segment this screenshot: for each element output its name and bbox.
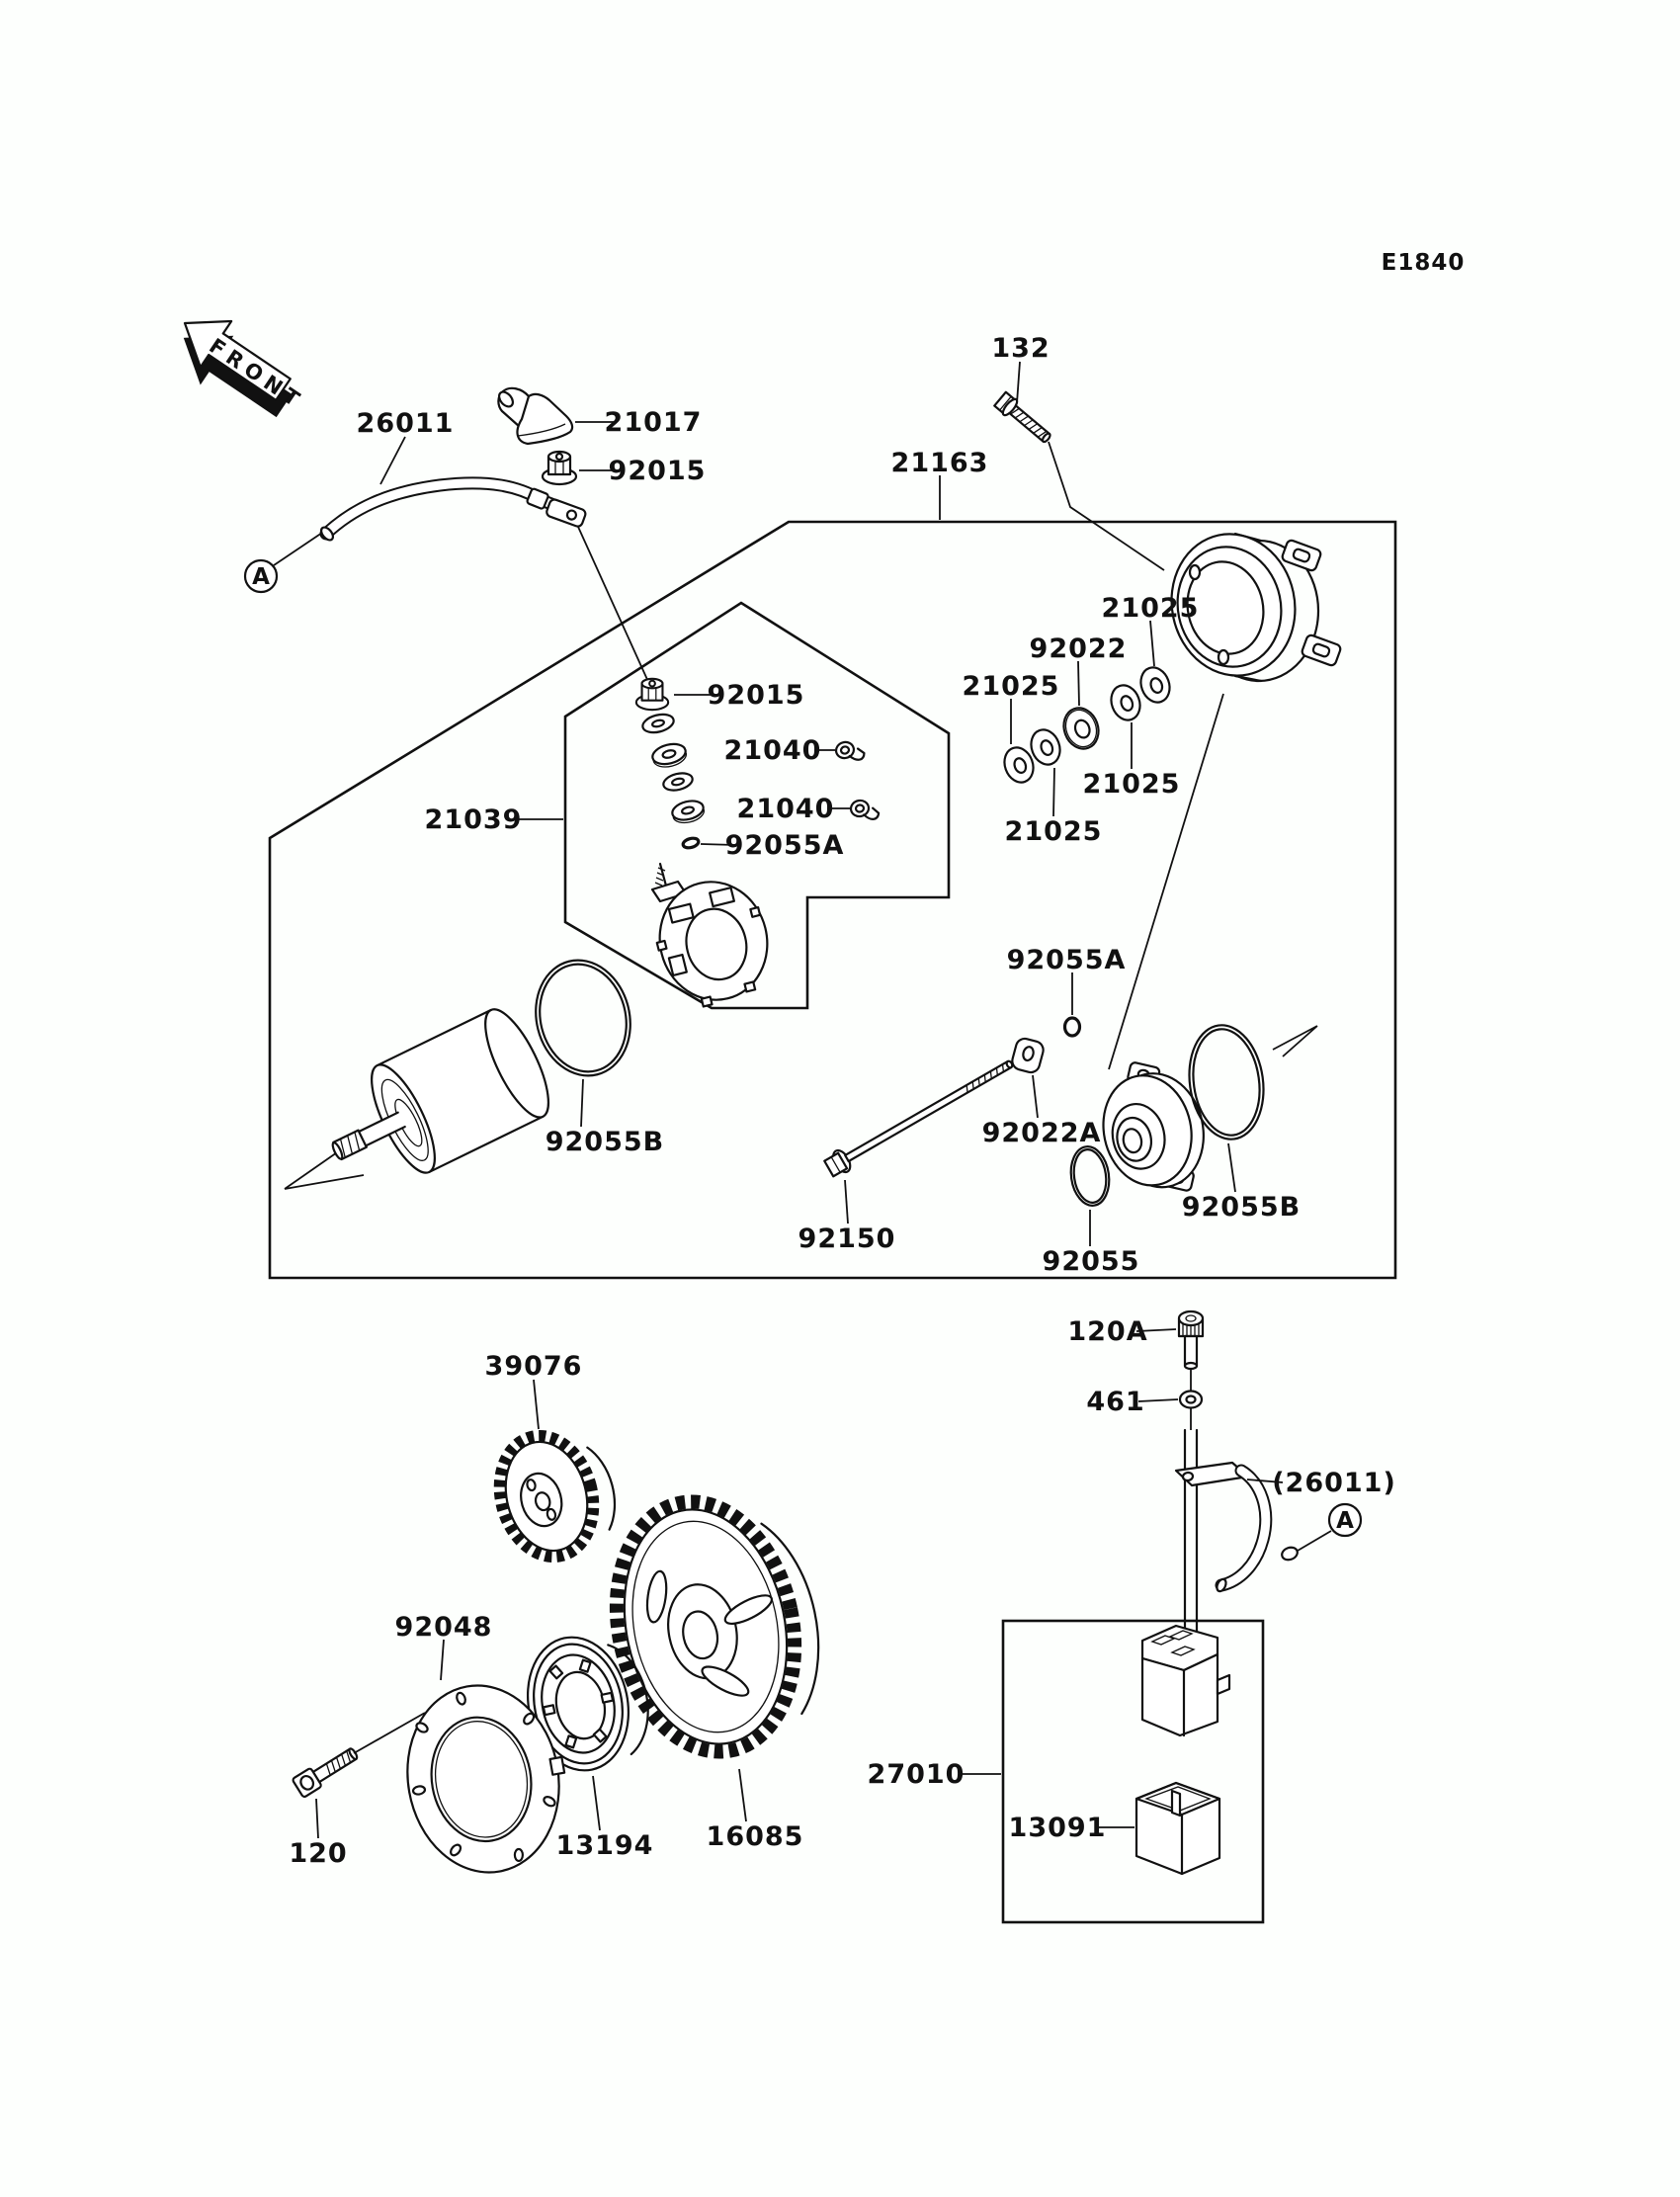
svg-text:92015: 92015 — [707, 680, 805, 711]
sprag-3 — [565, 1735, 576, 1747]
callout-92055A-2 — [1007, 945, 1127, 1015]
svg-text:21163: 21163 — [890, 448, 989, 478]
svg-text:13194: 13194 — [555, 1830, 654, 1861]
svg-text:92022: 92022 — [1029, 634, 1128, 664]
battery-cable — [319, 483, 587, 543]
ref-a-letter: A — [1336, 1508, 1354, 1534]
callout-92150 — [798, 1180, 896, 1254]
callout-26011 — [357, 408, 455, 484]
svg-text:21017: 21017 — [604, 407, 703, 438]
svg-text:92022A: 92022A — [981, 1118, 1102, 1148]
terminal-washer-stack — [640, 712, 706, 826]
svg-text:13091: 13091 — [1008, 1813, 1107, 1843]
lug-to-nut-line — [578, 527, 649, 684]
view-ref-a-bottom — [1298, 1504, 1361, 1551]
sprag-4 — [544, 1705, 554, 1715]
bolt-132 — [994, 391, 1054, 447]
svg-text:120A: 120A — [1067, 1316, 1148, 1347]
brush-plate-assembly — [647, 864, 780, 1011]
relay-bolt-120A — [1179, 1311, 1203, 1369]
svg-text:27010: 27010 — [867, 1759, 966, 1790]
callout-13091 — [1009, 1813, 1134, 1843]
callout-21163 — [891, 448, 989, 520]
sprag-6 — [580, 1660, 591, 1672]
svg-text:21025: 21025 — [962, 671, 1060, 702]
svg-text:92048: 92048 — [394, 1612, 493, 1643]
rim-tab-3 — [745, 981, 756, 991]
front-direction-arrow — [162, 300, 318, 437]
housing-bolt-hole-1 — [1190, 565, 1200, 579]
rim-tab-1 — [750, 907, 760, 917]
callout-13194 — [556, 1776, 654, 1861]
washer-461 — [1180, 1392, 1202, 1408]
callout-26011-ref — [1247, 1468, 1396, 1498]
direction-dart-left — [285, 1150, 364, 1189]
idle-gear-39076 — [487, 1420, 627, 1567]
svg-text:21040: 21040 — [736, 794, 835, 824]
svg-text:(26011): (26011) — [1272, 1468, 1396, 1498]
plate-slot-3 — [412, 1785, 425, 1795]
housing-ear-top — [1281, 540, 1321, 572]
terminal-nut-upper — [543, 452, 576, 484]
svg-text:92015: 92015 — [608, 456, 707, 486]
housing-to-endcover-line — [1109, 694, 1223, 1069]
relay-holder-13091 — [1136, 1783, 1219, 1874]
front-arrow-label: FRONT — [205, 333, 309, 415]
callout-92055A-1 — [701, 830, 844, 861]
clutch-gear-16085 — [594, 1480, 839, 1769]
cable-end-dot — [1280, 1546, 1299, 1563]
svg-text:16085: 16085 — [706, 1821, 804, 1852]
svg-text:21025: 21025 — [1004, 816, 1103, 847]
bolt132-to-housing-line — [1049, 442, 1164, 570]
svg-text:92055A: 92055A — [1006, 945, 1127, 975]
ref-a-letter: A — [252, 564, 270, 590]
washer-92022 — [1058, 703, 1104, 753]
callout-92048 — [395, 1612, 493, 1680]
callout-21040-2 — [737, 794, 850, 824]
svg-text:92055A: 92055A — [724, 830, 845, 861]
callout-21039 — [425, 804, 563, 835]
plate-tab — [550, 1757, 565, 1775]
through-bolt — [823, 1053, 1018, 1179]
callout-461 — [1086, 1387, 1178, 1417]
callout-92015-upper — [579, 456, 706, 486]
view-ref-a-top — [245, 533, 322, 592]
terminal-clip-1 — [834, 738, 866, 765]
direction-dart-right — [1273, 1026, 1317, 1056]
brush-box-3 — [669, 955, 687, 975]
cable-lug-terminal — [546, 498, 587, 528]
tab-washer — [1010, 1037, 1045, 1074]
callout-92055B-1 — [546, 1079, 665, 1157]
relay-tab — [1218, 1675, 1229, 1694]
callout-39076 — [485, 1351, 583, 1429]
svg-text:461: 461 — [1086, 1387, 1145, 1417]
svg-text:120: 120 — [289, 1838, 348, 1869]
callout-132 — [991, 333, 1050, 403]
terminal-clip-2 — [850, 798, 880, 822]
rim-tab-4 — [702, 997, 713, 1007]
callout-120A — [1067, 1316, 1176, 1347]
callout-92022A — [982, 1075, 1102, 1148]
svg-text:21025: 21025 — [1082, 769, 1181, 800]
relay-assembly-outline — [1003, 1621, 1263, 1922]
svg-text:92055B: 92055B — [1181, 1192, 1302, 1223]
diagram-code: E1840 — [1381, 250, 1466, 276]
svg-text:21025: 21025 — [1101, 593, 1200, 624]
motor-yoke-armature — [308, 1001, 560, 1205]
callout-92015-lower — [674, 680, 804, 711]
terminal-boot — [496, 388, 572, 444]
callout-16085 — [707, 1769, 804, 1852]
callout-21040-1 — [724, 735, 835, 766]
svg-text:21039: 21039 — [424, 804, 523, 835]
plate-slot-5 — [515, 1849, 523, 1861]
svg-text:92055: 92055 — [1042, 1246, 1140, 1277]
holder-post — [1172, 1791, 1180, 1816]
rim-tab-2 — [657, 941, 667, 951]
svg-text:92150: 92150 — [798, 1224, 896, 1254]
housing-ear-bottom — [1301, 634, 1341, 667]
bolt-120 — [293, 1743, 362, 1798]
sprag-1 — [602, 1693, 613, 1703]
o-ring-medium — [1067, 1144, 1113, 1209]
starter-relay — [1142, 1626, 1229, 1735]
o-ring-small-1 — [682, 837, 700, 850]
svg-text:132: 132 — [991, 333, 1050, 364]
washer-21025-c — [1107, 681, 1145, 723]
washer-21025-d — [1136, 663, 1175, 706]
svg-text:26011: 26011 — [356, 408, 455, 439]
terminal-nut-lower — [636, 679, 668, 710]
o-ring-small-2 — [1065, 1018, 1080, 1036]
housing-bolt-hole-2 — [1218, 650, 1228, 664]
svg-text:39076: 39076 — [484, 1351, 583, 1382]
callout-21017 — [575, 407, 702, 438]
callout-27010 — [868, 1759, 1001, 1790]
svg-text:92055B: 92055B — [545, 1127, 665, 1157]
callout-92055 — [1043, 1210, 1140, 1277]
strap-hole — [1182, 1472, 1193, 1480]
o-ring-large-1 — [524, 950, 642, 1085]
svg-text:21040: 21040 — [723, 735, 822, 766]
